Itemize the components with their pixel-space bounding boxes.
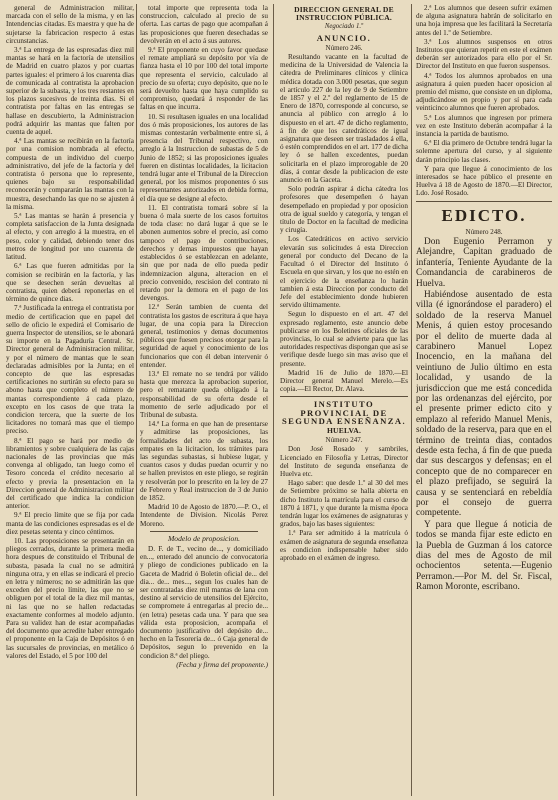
paragraph: Los Catedráticos en activo servicio elevarán sus solicitudes á esta Direccion general por conducto del Decano de la Facultad ó el Director del Instituto ó Escuela en que sirvan, y los que no estén en el ejercicio de la enseñanza lo harán tambien á esta Direccion por conducto del Jefe del establecimiento donde hubieren servido últimamente. [280,235,408,310]
column-4 [416,4,552,796]
paragraph: 3.ª Los alumnos suspensos en otros Institutos que quieran repetir en este el exámen deberán ser autorizados para ello por el Sr. Director del Instituto en que fueron suspensos. [416,37,552,71]
paragraph: 8.ª El pago se hará por medio de libramientos y sobre cualquiera de las cajas nacionales de las provincias que más convenga al obligado, tan luego como el Tesoro conceda el crédito necesario al efecto y previa la presentacion en la Direccion general de Administracion militar del certificado que indica la condicion anterior. [6,436,134,511]
paragraph: 6.ª Las que fueren admitidas por la comision se recibirán en la factoría, y las que se desechen serán devueltas al contratista, quien deberá reponerlas en el término de quince dias. [6,262,134,304]
paragraph: Resultando vacante en la facultad de medicina de la Universidad de Valencia la cátedra de Preliminares clínicos y clínica médica dotada con 3.000 pesetas, que segun el artículo 227 de la ley de 9 de Setiembre de 1857 y el 2.º del reglamento de 15 de Enero de 1870, corresponde al concurso, se anuncia al público con arreglo á lo dispuesto en el art. 47 de dicho reglamento, á fin de que los catedráticos de igual asignatura que deseen ser trasladados á ella, ó estén comprendidos en el art. 177 de dicha ley ó se hallen excedentes, puedan solicitarla en el plazo improrogable de 20 días, á contar desde la publicacion de este anuncio en la Gaceta. [280,53,408,185]
edicto-number: Número 248. [465,227,503,236]
paragraph: 13.ª El remate no se tendrá por válido hasta que merezca la aprobacion superior, pero el rematante queda obligado á la responsabilidad de su oferta desde el momento de serle adjudicado por el Tribunal de subasta. [140,369,268,419]
edicto-title: EDICTO. [441,205,527,225]
column-2 [140,4,268,796]
anuncio-number: Número 246. [325,43,363,52]
paragraph: 9.ª El precio límite que se fija por cada manta de las condiciones espresadas es el de diez pesetas setenta y cinco céntimos. [6,511,134,536]
anuncio-title: ANUNCIO. [316,32,372,43]
paragraph: 6.ª El dia primero de Octubre tendrá lugar la solemne apertura del curso, y al siguiente darán principio las clases. [416,139,552,164]
institute-title: INSTITUTO PROVINCIAL DE SEGUNDA ENSEÑANZA. [281,399,407,426]
divider [416,201,552,202]
model-signature: (Fecha y firma del proponente.) [176,660,268,669]
paragraph: Segun lo dispuesto en el art. 47 del expresado reglamento, este anuncio debe publicarse en los Boletines oficiales de las provincias, lo cual se advierte para que las autoridades respectivas dispongan que así se verifique desde luego sin mas aviso que el presente. [280,310,408,368]
paragraph: 9.ª El proponente en cuyo favor quedase el remate ampliará su depósito por vía de fianza hasta el 10 por 100 del total importe que representa el servicio, calculado al precio de su oferta; cuyo depósito, que no le será devuelto hasta que haya cumplido su compromiso, quedará á responder de las faltas en que incurra. [140,46,268,112]
section-header: DIRECCION GENERAL DE INSTRUCCION PÚBLICA. [294,5,394,23]
paragraph: Don José Rosado y sambriles, Licenciado en Filosofía y Letras, Director del Instituto de segunda enseñanza de Huelva etc. [280,445,408,478]
signature-line: Madrid 10 de Agosto de 1870.—P. O., el Intendente de Division. Nicolás Perez Moreno. [140,503,268,528]
paragraph: general de Administracion militar, marcada con el sello de la misma, y en las Intendencias citadas. Es maestra y que ha de sujetarse la fabricacion respecto á estas circunstancias. [6,4,134,45]
model-text: D. F. de T., vecino de..., y domiciliado en..., enterado del anuncio de convocatoria y pliego de condiciones publicado en la Gaceta de Madrid ó Boletin oficial de... del dia... de... mes..., segun los cuales han de ser contratadas diez mil mantas de lana con destino al servicio de utensilios del Ejército, se compromete á entregarlas al precio de... (en letra) pesetas cada una. Y para que sea válida esta proposicion, acompaña el documento justificativo del depósito de... hecho en la Tesorería de... ó Caja general de Depósitos, segun lo prevenido en la condicion 8.ª del pliego. [140,545,268,660]
paragraph: 4.ª Las mantas se recibirán en la factoría por una comision nombrada al efecto, compuesta de un individuo del cuerpo administrativo, del jefe de la factoría y del contratista ó persona que lo represente, quienes bajo su responsabilidad reconocerán y compararán las mantas con la muestra, desechando las que no se ajusten á la misma. [6,137,134,211]
paragraph: 11. El contratista tomará sobre sí la buena ó mala suerte de los casos fortuitos de toda clase: no dará lugar á que se le abonen aumentos sobre el precio, así como tampoco el pago de contribuciones, derechos y demas impuestos que hayan establecidos ó se establezcan en adelante, sin que por nada de ello pueda pedir indemnizacion alguna, alteracion en el precio convenido, rescision del contrato ni retardo por la demora en el pago de los devengos. [140,203,268,303]
column-1 [6,4,134,796]
paragraph: Habiéndose ausentado de esta villa (é ignorándose el paradero) el soldado de la reserva Manuel Menis, á quien estoy procesando por el delito de muerte dada al carabinero Manuel Lopez Inocencio, en la mañana del veintiuno de Julio último en esta localidad, y usando de la jurisdiccion que me está concedida por las ordenanzas del ejército, por el presente primer edicto cito y emplazo al referido Manuel Menis, soldado de la reserva, para que en el término de treinta dias, contados desde esta fecha, á fin de que pueda dar sus descargos y defensas; en el concepto que de no comparecer en el plazo prefijado, se seguirá la causa y se sentenciará en rebeldía por el consejo de guerra competente. [416,289,552,519]
paragraph: Don Eugenio Perramon y Alejandre, Capitan graduado de infantería, Teniente Ayudante de la Comandancia de carabineros de Huelva. [416,236,552,289]
paragraph: 1.ª Para ser admitido á la matrícula ó exámen de asignatura de segunda enseñanza es condicion indispensable haber sido aprobado en el exámen de ingreso. [280,529,408,562]
column-rule [273,4,274,796]
paragraph: 7.ª Justificada la entrega el contratista por medio de certificacion que en papel del sello de oficio le expedirá el Comisario de guerra Inspector de utensilios, se le abonará su importe en la Pagaduría Central. Sr. Director general de Administracion militar, y por el número de mantas que le sean declaradas admisibles por la Junta; en el concepto de que las espresadas certificaciones no surtirán su efecto para su abono hasta que completo el número de mantas correspondiente á cada plazo, excepto en los casos de que trata la condicion tercera, que la suerte de los licitadores no tomará mas que el tiempo preciso. [6,304,134,436]
paragraph: 12.ª Serán tambien de cuenta del contratista los gastos de escritura á que haya lugar, de una copia para la Direccion general, testimonios y demas documentos públicos que fuesen precisos otorgar para la seguridad de aquel y conocimiento de los funcionarios que con él deban intervenir ó entender. [140,303,268,369]
column-rule [411,4,412,796]
institute-place: HUELVA. [326,425,362,435]
institute-number: Número 247. [325,436,363,445]
paragraph: Y para que llegue á conocimiento de los interesados se hace público el presente en Huelva á 18 de Agosto de 1870.—El Director, Ldo. José Rosado. [416,164,552,198]
paragraph: 10. Si resultasen iguales en una localidad dos ó más proposiciones, los autores de las mismas contestarán verbalmente entre sí, á presencia del Tribunal respectivo, con arreglo á la Instruccion de subastas de 5 de Junio de 1852; si las proposiciones iguales fueren en distintas localidades, la licitacion tendrá lugar ante el Tribunal de la Direccion general, por los mismos proponentes ó sus representantes autorizados en debida forma, el día que se designe al efecto. [140,112,268,203]
paragraph: Madrid 16 de Julio de 1870.—El Director general Manuel Merelo.—Es copia.—El Rector, Dr. Alava. [280,368,408,394]
column-rule [136,4,137,796]
paragraph: 3.ª La entrega de las espresadas diez mil mantas se hará en la factoría de utensilios de Madrid en cuatro plazos y por cuartas partes iguales: el primero á los cuarenta dias de comunicada al contratista la aprobacion superior de la subasta, y los tres restantes en los plazos sucesivos de treinta dias. Si el contratista por faltas en las entregas se hallase en descubierto, la Administracion podrá adquirir las mantas que falten por cuenta de aquel. [6,46,134,137]
divider [150,531,258,532]
paragraph: 4.ª Todos los alumnos aprobados en una asignatura á quien pueden hacer oposicion al premio del mismo, que consiste en un diploma, adjudicándose en propio y por sí para cada veinticinco alumnos que fueren aprobados. [416,71,552,113]
column-3 [280,4,408,796]
paragraph: Hago saber: que desde 1.º al 30 del mes de Setiembre próximo se halla abierta en dicho Instituto la matrícula para el curso de 1870 á 1871, y que durante la misma época tendrán lugar los exámenes de asignaturas y grados, bajo las bases siguientes: [280,479,408,529]
section-subheader: Negociado 1.º [324,23,364,31]
divider [280,396,408,397]
edicto-body [416,237,552,593]
model-heading: Modelo de proposicion. [167,533,241,543]
paragraph: 5.ª Las mantas se harán á presencia y completa satisfaccion de la Junta designada al efecto, y con arreglo á la muestra, en el peso, color y calidad, debiendo tener dos metros de longitud por uno cuarenta de latitud. [6,212,134,262]
paragraph: 14.ª La forma en que han de presentarse y admitirse las proposiciones, las formalidades del acto de subasta, los empates en la licitacion, los trámites para las segundas subastas, si hubiese lugar, y cuantos casos y dudas puedan ocurrir y no se hallen previstos en este pliego, se regirán y resolverán por lo prescrito en la ley de 27 de Febrero y Real instruccion de 3 de Junio de 1852. [140,420,268,502]
paragraph: total importe que representa toda la construccion, calculado al precio de su oferta. Las cartas de pago que acompañan á las proposiciones que fueren desechadas se devolverán en el acto á sus autores. [140,4,268,45]
paragraph: Y para que llegue á noticia de todos se manda fijar este edicto en la Puebla de Guzman á los catorce dias del mes de Agosto de mil ochocientos setenta.—Eugenio Perramon.—Por M. del Sr. Fiscal, Ramon Moronte, escribano. [416,519,552,593]
paragraph: 5.ª Los alumnos que ingresen por primera vez en este Instituto deberán acompañar á la instancia la partida de bautismo. [416,113,552,139]
paragraph: 2.ª Los alumnos que deseen sufrir exámen de alguna asignatura habrán de solicitarlo en una hoja impresa que les facilitará la Secretaría antes del 1.º de Setiembre. [416,4,552,37]
paragraph: 10. Las proposiciones se presentarán en pliegos cerrados, durante la primera media hora despues de constituido el Tribunal de subasta, pasada la cual no se admitirá ninguna otra, y en ellas se indicará el precio en letra y números; no se admitirán las que exceden del precio límite, las que no se obliguen por el total de la diez mil mantas, ni las que no se hallen redactadas exactamente conformes al modelo adjunto. Para su validez han de estar acompañadas del documento que acredite haber entregado el proponente en la Caja de Depósitos ó en las sucursales de provincias, en metálico ó valores del Estado, el 5 por 100 del [6,537,134,660]
paragraph: Solo podrán aspirar á dicha cátedra los profesores que desempeñen ó hayan desempeñado en propiedad y por oposicion otra de igual sueldo y categoría, y tengan el título de Doctor en la facultad de medicina y cirugía. [280,185,408,235]
